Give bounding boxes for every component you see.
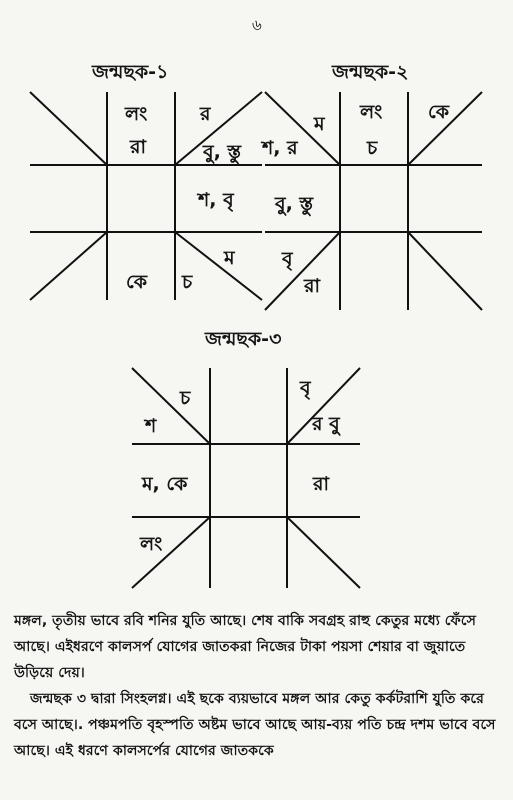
chart-3-cell: ম, কে (142, 473, 188, 495)
chart-3-title: জন্মছক-৩ (205, 328, 282, 350)
chart-2-cell: কে (428, 101, 450, 123)
chart-1-cell: রা (130, 136, 146, 158)
chart-3-cell: বৃ (300, 377, 311, 399)
chart-2-cell: চ (367, 137, 378, 159)
chart-1-cell: বু, স্তু (203, 141, 242, 163)
chart-1-cell: লং (125, 103, 148, 125)
chart-2-cell: বৃ (282, 248, 293, 270)
chart-1-title: জন্মছক-১ (92, 61, 169, 83)
chart-2-cell: লং (360, 101, 383, 123)
chart-3-cell: র বু (312, 413, 340, 435)
paragraph-2: জন্মছক ৩ দ্বারা সিংহলগ্ন। এই ছকে ব্যয়ভাবে মঙ্গল আর কেতু কর্কটরাশি যুতি করে বসে আছে।. পঞ্চমপতি বৃহস্পতি অষ্টম ভাবে আছে আয়-ব্যয় পতি চন্দ্র দশম ভাবে বসে আছে। এই ধরণে কালসর্পের যোগের জাতককে (14, 691, 496, 759)
chart-1-cell: কে (126, 271, 148, 293)
chart-2-cell: ম (314, 113, 325, 135)
chart-3-cell: চ (180, 387, 191, 409)
chart-2-cell: বু, স্তু (275, 193, 314, 215)
chart-1-cell: র (200, 103, 211, 125)
paragraph-1: মঙ্গল, তৃতীয় ভাবে রবি শনির যুতি আছে। শেষ বাকি সবগ্রহ রাহু কেতুর মধ্যে ফেঁসে আছে। এইধরণে কালসর্প যোগের জাতকরা নিজের টাকা পয়সা শেয়ার বা জুয়াতে উড়িয়ে দেয়। (14, 613, 476, 681)
chart-1-cell: ম (224, 247, 235, 269)
chart-2-cell: রা (304, 275, 320, 297)
chart-2-title: জন্মছক-২ (332, 61, 409, 83)
chart-3-cell: লং (140, 533, 163, 555)
chart-3-cell: শ (145, 415, 157, 437)
chart-1-cell: শ, বৃ (198, 189, 234, 211)
chart-1-cell: চ (182, 271, 193, 293)
page-number: ৬ (252, 16, 262, 34)
chart-3-cell: রা (313, 473, 329, 495)
chart-2-cell: শ, র (262, 137, 298, 159)
